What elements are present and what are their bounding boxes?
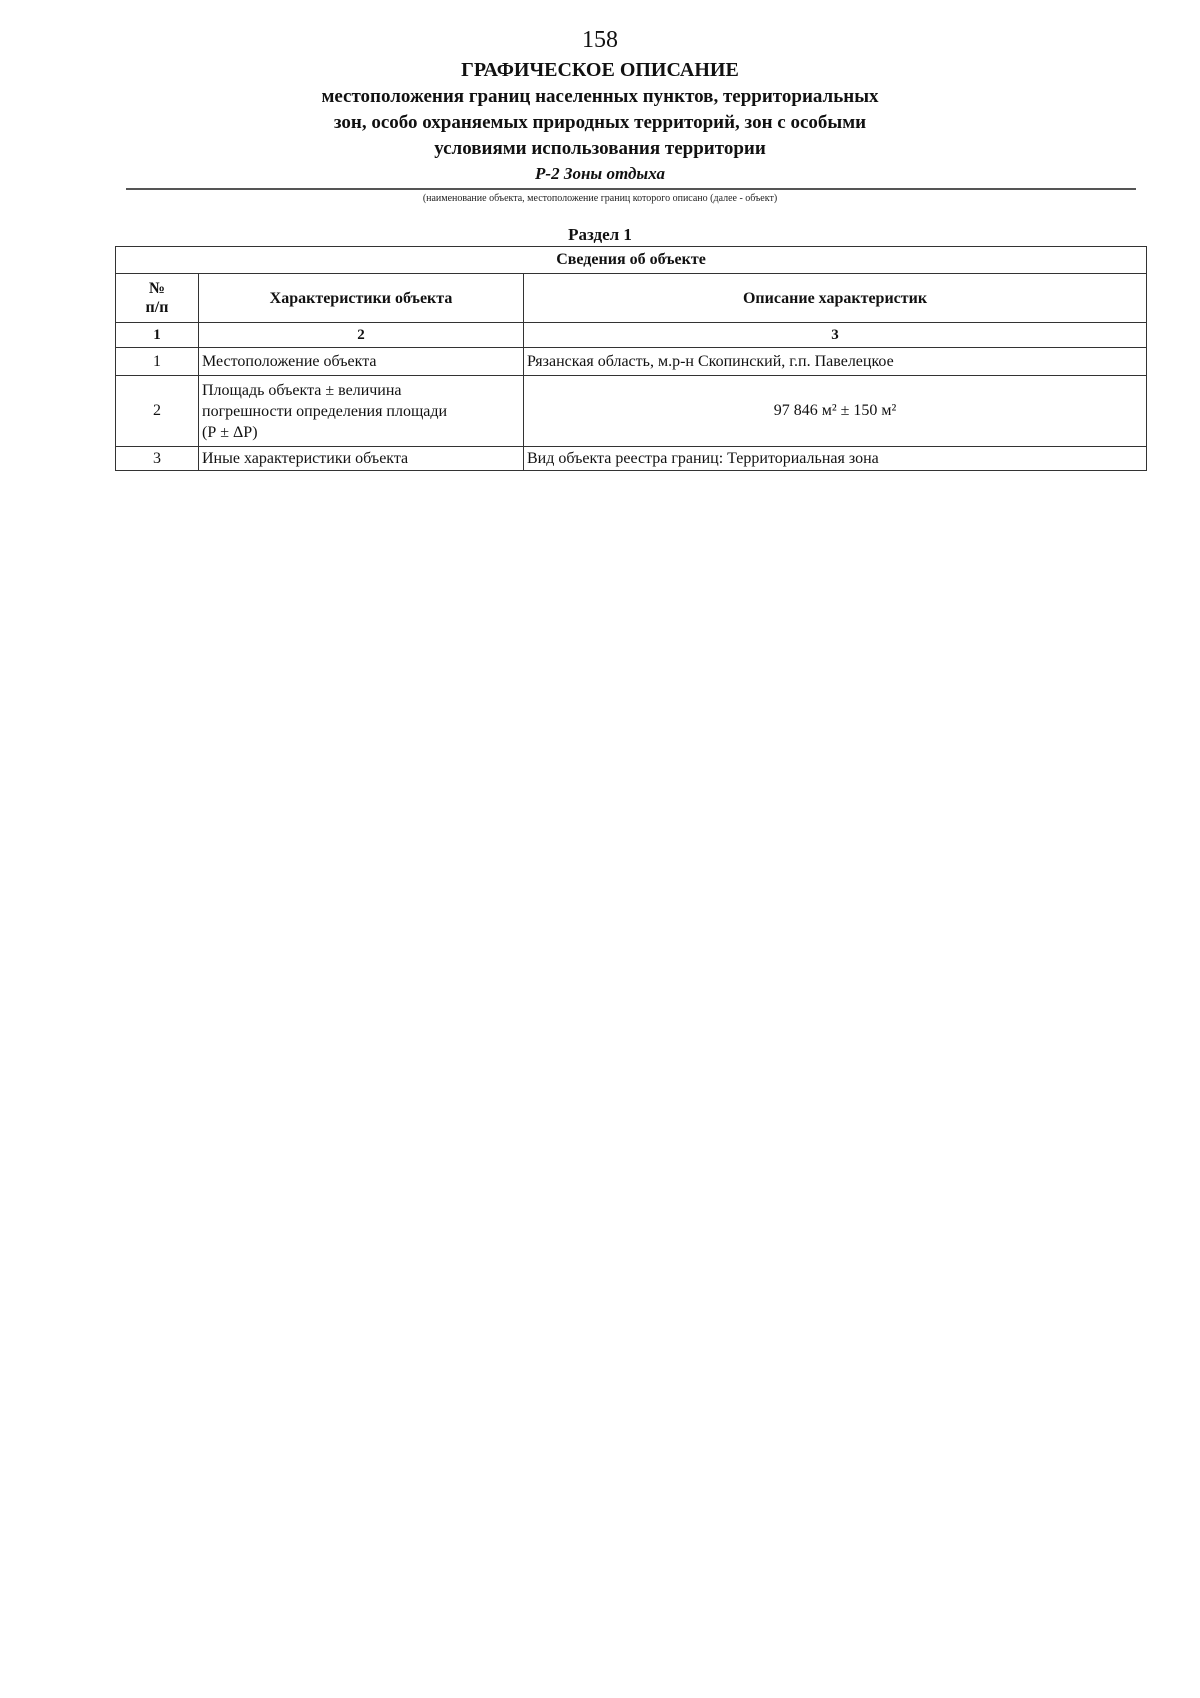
section-title: Раздел 1: [568, 225, 632, 244]
table-caption-row: [116, 247, 1147, 274]
table-header-row: [116, 274, 1147, 323]
column-number-row: [116, 323, 1147, 348]
row-characteristic: Местоположение объекта: [199, 348, 524, 376]
table-row: [116, 348, 1147, 376]
row-description: Рязанская область, м.р-н Скопинский, г.п. Павелецкое: [524, 348, 1147, 376]
characteristic-line: погрешности определения площади: [202, 402, 448, 420]
row-description: 97 846 м² ± 150 м²: [524, 376, 1147, 447]
row-num: 1: [116, 348, 199, 376]
table-row: [116, 376, 1147, 447]
subtitle-line: зон, особо охраняемых природных территорий, зон с особыми: [333, 112, 867, 133]
header-num-line: п/п: [145, 299, 169, 316]
table-row: [116, 447, 1147, 471]
header-description: Описание характеристик: [524, 274, 1147, 323]
column-number: 3: [524, 323, 1147, 348]
table-caption: Сведения об объекте: [116, 247, 1147, 274]
subtitle-line: условиями использования территории: [434, 138, 766, 159]
document-subtitle: [0, 84, 1200, 162]
row-description: Вид объекта реестра границ: Территориальная зона: [524, 447, 1147, 471]
subtitle-line: местоположения границ населенных пунктов, территориальных: [321, 86, 879, 107]
row-characteristic: Иные характеристики объекта: [199, 447, 524, 471]
object-info-table: [115, 246, 1147, 471]
column-number: 2: [199, 323, 524, 348]
characteristic-line: (Р ± ΔР): [202, 423, 258, 441]
row-num: 3: [116, 447, 199, 471]
row-characteristic: [199, 376, 524, 447]
page-number: 158: [582, 27, 618, 53]
row-num: 2: [116, 376, 199, 447]
object-name-underline: [126, 188, 1136, 190]
header-characteristics: Характеристики объекта: [199, 274, 524, 323]
object-name: Р-2 Зоны отдыха: [535, 164, 665, 183]
header-num-line: №: [148, 280, 166, 297]
header-num: [116, 274, 199, 323]
object-caption: (наименование объекта, местоположение границ которого описано (далее - объект): [422, 193, 778, 204]
column-number: 1: [116, 323, 199, 348]
document-title: ГРАФИЧЕСКОЕ ОПИСАНИЕ: [461, 59, 739, 81]
characteristic-line: Площадь объекта ± величина: [202, 381, 402, 399]
